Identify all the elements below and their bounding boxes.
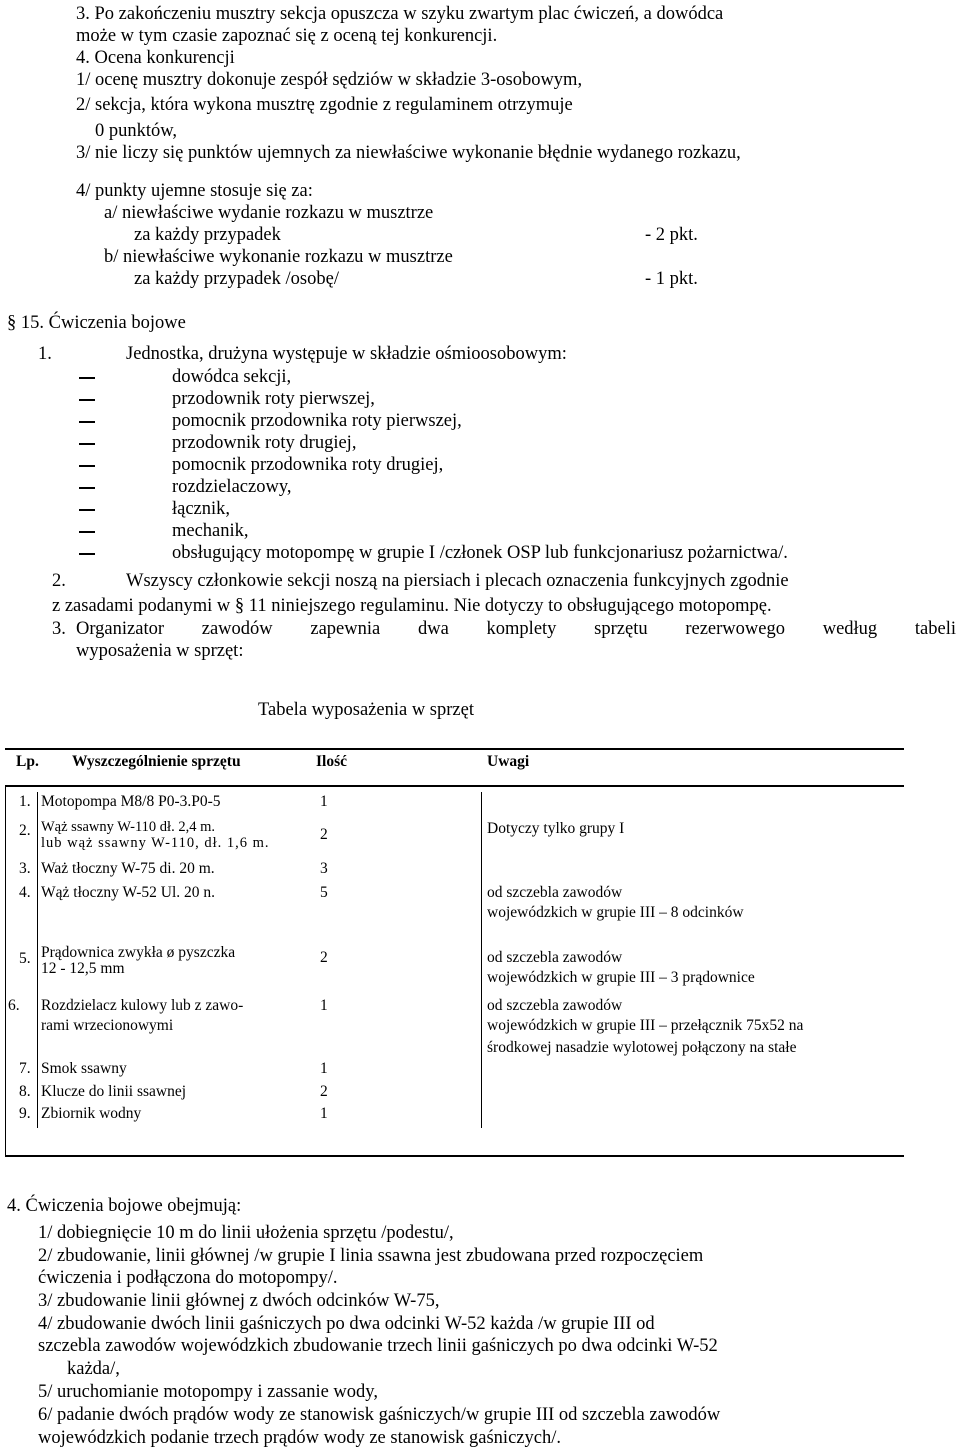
table-cell-name: Wąż tłoczny W-52 Ul. 20 n. <box>41 884 216 901</box>
table-cell-name: Rozdzielacz kulowy lub z zawo- <box>41 997 244 1014</box>
table-cell-lp: 7. <box>19 1060 31 1077</box>
table-cell-lp: 5. <box>19 950 31 967</box>
table-title: Tabela wyposażenia w sprzęt <box>258 700 474 720</box>
text-line: 0 punktów, <box>95 121 178 141</box>
role-item: pomocnik przodownika roty drugiej, <box>172 455 444 475</box>
table-header-divider <box>5 785 904 787</box>
table-cell-note: Dotyczy tylko grupy I <box>487 820 625 837</box>
table-cell-name-line2: lub wąż ssawny W-110, dł. 1,6 m. <box>41 835 270 851</box>
text-line: a/ niewłaściwe wydanie rozkazu w musztrze <box>104 203 434 223</box>
role-item: przodownik roty drugiej, <box>172 433 357 453</box>
table-header-name: Wyszczególnienie sprzętu <box>72 753 241 770</box>
dash-bullet <box>79 377 95 379</box>
text-line: 1/ ocenę musztry dokonuje zespół sędziów w składzie 3-osobowym, <box>76 70 583 90</box>
table-cell-name: Klucze do linii ssawnej <box>41 1083 187 1100</box>
text-line: 4/ punkty ujemne stosuje się za: <box>76 181 313 201</box>
text-line: może w tym czasie zapoznać się z oceną tej konkurencji. <box>76 26 498 46</box>
table-border-top <box>5 748 904 750</box>
table-cell-lp: 9. <box>19 1105 31 1122</box>
table-cell-name-line2: rami wrzecionowymi <box>41 1017 174 1034</box>
table-cell-name: Motopompa M8/8 P0-3.P0-5 <box>41 793 221 810</box>
dash-bullet <box>79 399 95 401</box>
table-cell-qty: 1 <box>320 793 328 810</box>
table-cell-qty: 1 <box>320 1060 328 1077</box>
role-item: pomocnik przodownika roty pierwszej, <box>172 411 462 431</box>
column-divider <box>481 792 482 1128</box>
table-cell-lp: 2. <box>19 822 31 839</box>
table-cell-name: Smok ssawny <box>41 1060 127 1077</box>
text-line: 3. Po zakończeniu musztry sekcja opuszcza w szyku zwartym plac ćwiczeń, a dowódca <box>76 4 724 24</box>
table-cell-lp: 8. <box>19 1083 31 1100</box>
table-cell-note: od szczebla zawodów <box>487 997 623 1014</box>
table-cell-note-line2: wojewódzkich w grupie III – 3 prądownice <box>487 969 755 986</box>
table-cell-qty: 2 <box>320 826 328 843</box>
role-item: rozdzielaczowy, <box>172 477 292 497</box>
dash-bullet <box>79 465 95 467</box>
table-cell-note: od szczebla zawodów <box>487 949 623 966</box>
role-item: łącznik, <box>172 499 231 519</box>
text-line: 3/ nie liczy się punktów ujemnych za niewłaściwe wykonanie błędnie wydanego rozkazu, <box>76 143 741 163</box>
table-cell-note-line3: środkowej nasadzie wylotowej połączony na stałe <box>487 1039 797 1056</box>
table-cell-qty: 1 <box>320 997 328 1014</box>
text-line: ćwiczenia i podłączona do motopompy/. <box>38 1268 338 1288</box>
paragraph-number: 3. <box>52 619 66 639</box>
text-line: za każdy przypadek /osobę/ <box>134 269 339 289</box>
table-cell-name: Waż tłoczny W-75 di. 20 m. <box>41 860 215 877</box>
table-header-lp: Lp. <box>16 753 39 770</box>
text-line: 3/ zbudowanie linii głównej z dwóch odcinków W-75, <box>38 1291 440 1311</box>
table-cell-lp: 3. <box>19 860 31 877</box>
dash-bullet <box>79 421 95 423</box>
table-cell-qty: 1 <box>320 1105 328 1122</box>
table-cell-lp: 6. <box>8 997 20 1014</box>
table-cell-qty: 5 <box>320 884 328 901</box>
text-line: 4/ zbudowanie dwóch linii gaśniczych po dwa odcinki W-52 każda /w grupie III od <box>38 1314 655 1334</box>
table-cell-qty: 2 <box>320 949 328 966</box>
table-cell-lp: 1. <box>19 793 31 810</box>
role-item: obsługujący motopompę w grupie I /członek OSP lub funkcjonariusz pożarnictwa/. <box>172 543 788 563</box>
text-line: Wszyscy członkowie sekcji noszą na piersiach i plecach oznaczenia funkcyjnych zgodnie <box>126 571 789 591</box>
text-line: z zasadami podanymi w § 11 niniejszego regulaminu. Nie dotyczy to obsługującego motopompę. <box>52 596 772 616</box>
text-line: 1/ dobiegnięcie 10 m do linii ułożenia sprzętu /podestu/, <box>38 1223 454 1243</box>
text-line: 4. Ocena konkurencji <box>76 48 235 68</box>
dash-bullet <box>79 509 95 511</box>
role-item: przodownik roty pierwszej, <box>172 389 375 409</box>
table-cell-name: Zbiornik wodny <box>41 1105 142 1122</box>
table-cell-note-line2: wojewódzkich w grupie III – 8 odcinków <box>487 904 744 921</box>
dash-bullet <box>79 487 95 489</box>
table-cell-name: Prądownica zwykła ø pyszczka <box>41 944 236 961</box>
text-line: każda/, <box>67 1359 120 1379</box>
dash-bullet <box>79 531 95 533</box>
table-cell-note: od szczebla zawodów <box>487 884 623 901</box>
dash-bullet <box>79 443 95 445</box>
text-line: 5/ uruchomianie motopompy i zassanie wody, <box>38 1382 378 1402</box>
text-line: Jednostka, drużyna występuje w składzie ośmioosobowym: <box>126 344 567 364</box>
paragraph-number: 2. <box>52 571 66 591</box>
role-item: dowódca sekcji, <box>172 367 292 387</box>
text-line: b/ niewłaściwe wykonanie rozkazu w musztrze <box>104 247 453 267</box>
table-cell-qty: 3 <box>320 860 328 877</box>
table-cell-lp: 4. <box>19 884 31 901</box>
table-border-left <box>5 787 6 1155</box>
table-header-notes: Uwagi <box>487 753 530 770</box>
table-cell-name-line2: 12 - 12,5 mm <box>41 960 125 977</box>
column-divider <box>37 792 38 1128</box>
penalty-value: - 2 pkt. <box>645 225 698 245</box>
table-border-bottom <box>5 1155 904 1157</box>
text-line: 2/ zbudowanie, linii głównej /w grupie I linia ssawna jest zbudowana przed rozpoczęciem <box>38 1246 704 1266</box>
text-line: wojewódzkich podanie trzech prądów wody ze stanowisk gaśniczych/. <box>38 1428 561 1448</box>
table-cell-name: Wąż ssawny W-110 dł. 2,4 m. <box>41 819 215 835</box>
text-line: za każdy przypadek <box>134 225 281 245</box>
role-item: mechanik, <box>172 521 249 541</box>
penalty-value: - 1 pkt. <box>645 269 698 289</box>
section-heading: § 15. Ćwiczenia bojowe <box>7 313 186 333</box>
text-line: wyposażenia w sprzęt: <box>76 641 244 661</box>
dash-bullet <box>79 553 95 555</box>
text-line: szczebla zawodów wojewódzkich zbudowanie trzech linii gaśniczych po dwa odcinki W-52 <box>38 1336 718 1356</box>
text-line: 6/ padanie dwóch prądów wody ze stanowisk gaśniczych/w grupie III od szczebla zawodów <box>38 1405 721 1425</box>
text-line: 4. Ćwiczenia bojowe obejmują: <box>7 1196 242 1216</box>
table-cell-qty: 2 <box>320 1083 328 1100</box>
text-line-justified: Organizator zawodów zapewnia dwa komplety sprzętu rezerwowego według tabeli <box>76 619 956 639</box>
table-header-qty: Ilość <box>316 753 347 770</box>
text-line: 2/ sekcja, która wykona musztrę zgodnie z regulaminem otrzymuje <box>76 95 573 115</box>
table-cell-note-line2: wojewódzkich w grupie III – przełącznik 75x52 na <box>487 1017 804 1034</box>
paragraph-number: 1. <box>38 344 52 364</box>
